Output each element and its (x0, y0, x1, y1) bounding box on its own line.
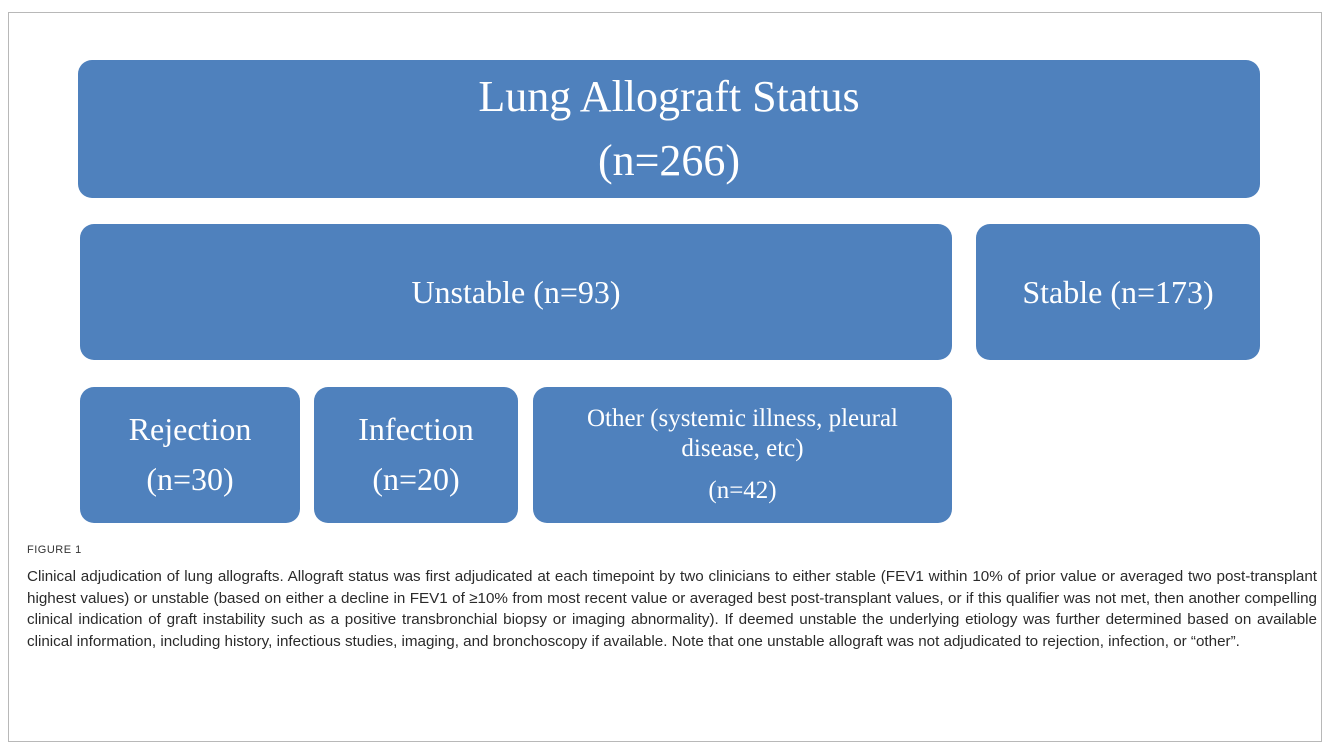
node-stable (976, 224, 1260, 360)
node-count: (n=266) (597, 136, 741, 185)
node-count: (n=30) (146, 461, 234, 497)
node-title: Other (systemic illness, pleural disease, etc) (586, 405, 899, 462)
node-label: Unstable (n=93) (411, 273, 621, 310)
node-label: Stable (n=173) (1022, 273, 1214, 310)
node-lung-allograft-status (78, 60, 1260, 198)
node-count: (n=42) (708, 477, 777, 504)
node-rejection (80, 387, 300, 523)
node-title: Infection (358, 411, 474, 448)
node-unstable (80, 224, 952, 360)
node-title: Rejection (128, 411, 252, 448)
node-count: (n=20) (372, 461, 460, 497)
figure-label: FIGURE 1 (27, 544, 82, 556)
figure-caption (27, 544, 1317, 652)
node-other (533, 387, 952, 523)
caption-text: Clinical adjudication of lung allografts. Allograft status was first adjudicated at each timepoint by two clinicians to either stable (FEV1 within 10% of prior value or averaged two post-transplant highest values) or unstable (based on either a decline in FEV1 of ≥10% from most recent value or averaged best post-transplant values, or if this qualifier was not met, then another compelling clinical indication of graft instability such as a positive transbronchial biopsy or imaging abnormality). If deemed unstable the underlying etiology was further determined based on available clinical information, including history, infectious studies, imaging, and bronchoscopy if available. Note that one unstable allograft was not adjudicated to rejection, infection, or “other”. (27, 568, 1317, 650)
node-title: Lung Allograft Status (478, 72, 860, 122)
node-infection (314, 387, 518, 523)
